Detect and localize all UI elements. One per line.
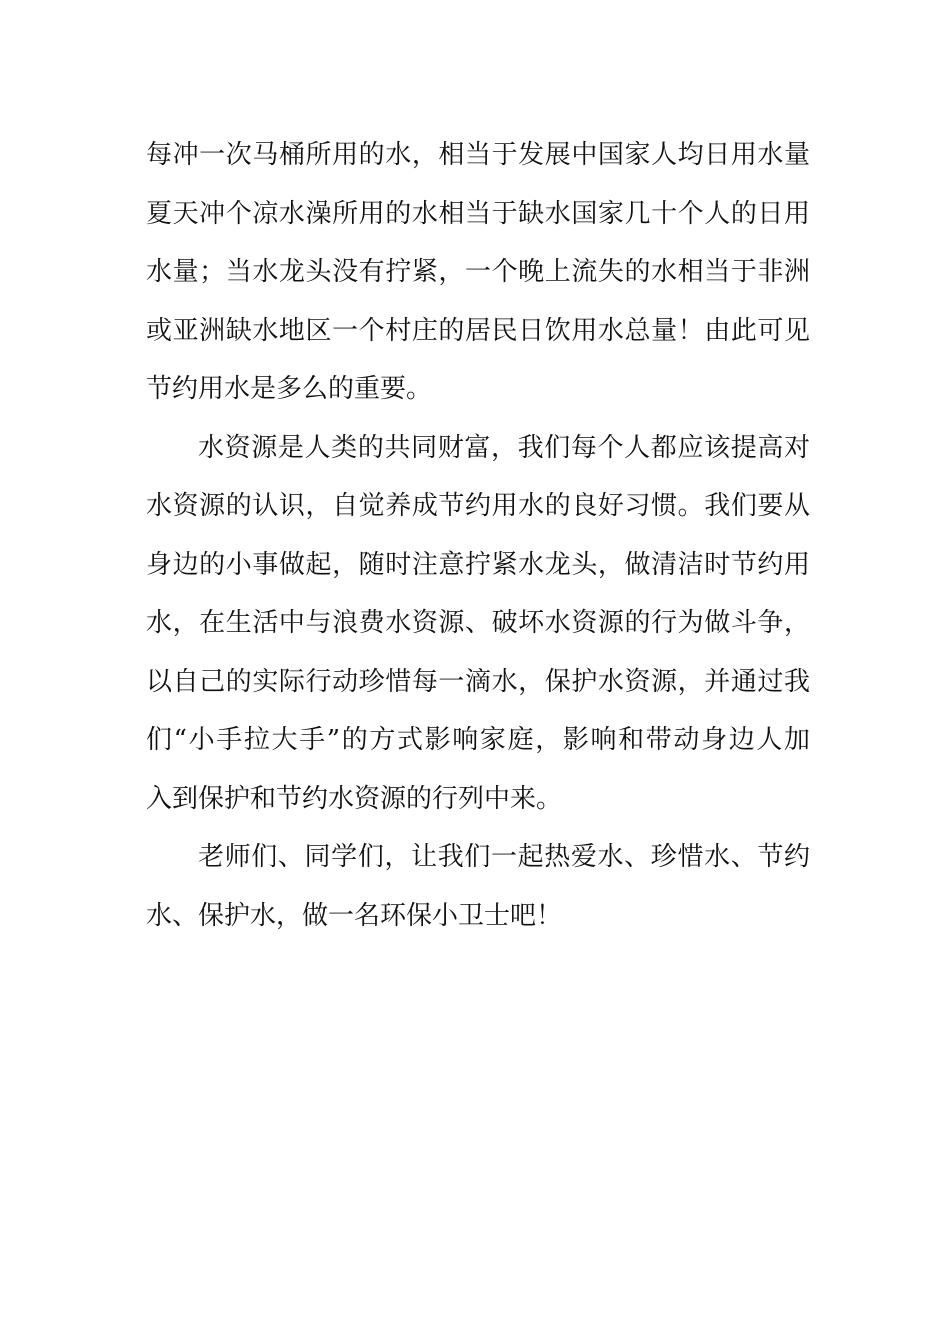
text-line: 水资源的认识，自觉养成节约用水的良好习惯。我们要从 bbox=[146, 491, 810, 521]
text-line: 水量；当水龙头没有拧紧，一个晚上流失的水相当于非洲 bbox=[146, 257, 810, 287]
text-line: 身边的小事做起，随时注意拧紧水龙头，做清洁时节约用 bbox=[146, 549, 810, 580]
text-line: 以自己的实际行动珍惜每一滴水，保护水资源，并通过我 bbox=[146, 666, 810, 697]
text-line: 节约用水是多么的重要。 bbox=[146, 374, 433, 404]
text-line: 水资源是人类的共同财富，我们每个人都应该提高对 bbox=[198, 432, 810, 463]
text-line: 水，在生活中与浪费水资源、破坏水资源的行为做斗争， bbox=[146, 608, 810, 638]
paragraph-3 bbox=[146, 828, 810, 945]
text-line: 或亚洲缺水地区一个村庄的居民日饮用水总量！由此可见 bbox=[146, 315, 810, 346]
text-line: 夏天冲个凉水澡所用的水相当于缺水国家几十个人的日用 bbox=[146, 198, 810, 229]
text-line: 入到保护和节约水资源的行列中来。 bbox=[146, 783, 563, 814]
text-line: 水、保护水，做一名环保小卫士吧！ bbox=[146, 900, 563, 931]
text-line: 老师们、同学们，让我们一起热爱水、珍惜水、节约 bbox=[198, 842, 810, 872]
paragraph-2 bbox=[146, 419, 810, 829]
text-line: 每冲一次马桶所用的水，相当于发展中国家人均日用水量 bbox=[146, 140, 810, 170]
paragraph-1 bbox=[146, 126, 810, 419]
text-line: 们“小手拉大手”的方式影响家庭，影响和带动身边人加 bbox=[146, 725, 810, 755]
document-body bbox=[146, 126, 810, 945]
